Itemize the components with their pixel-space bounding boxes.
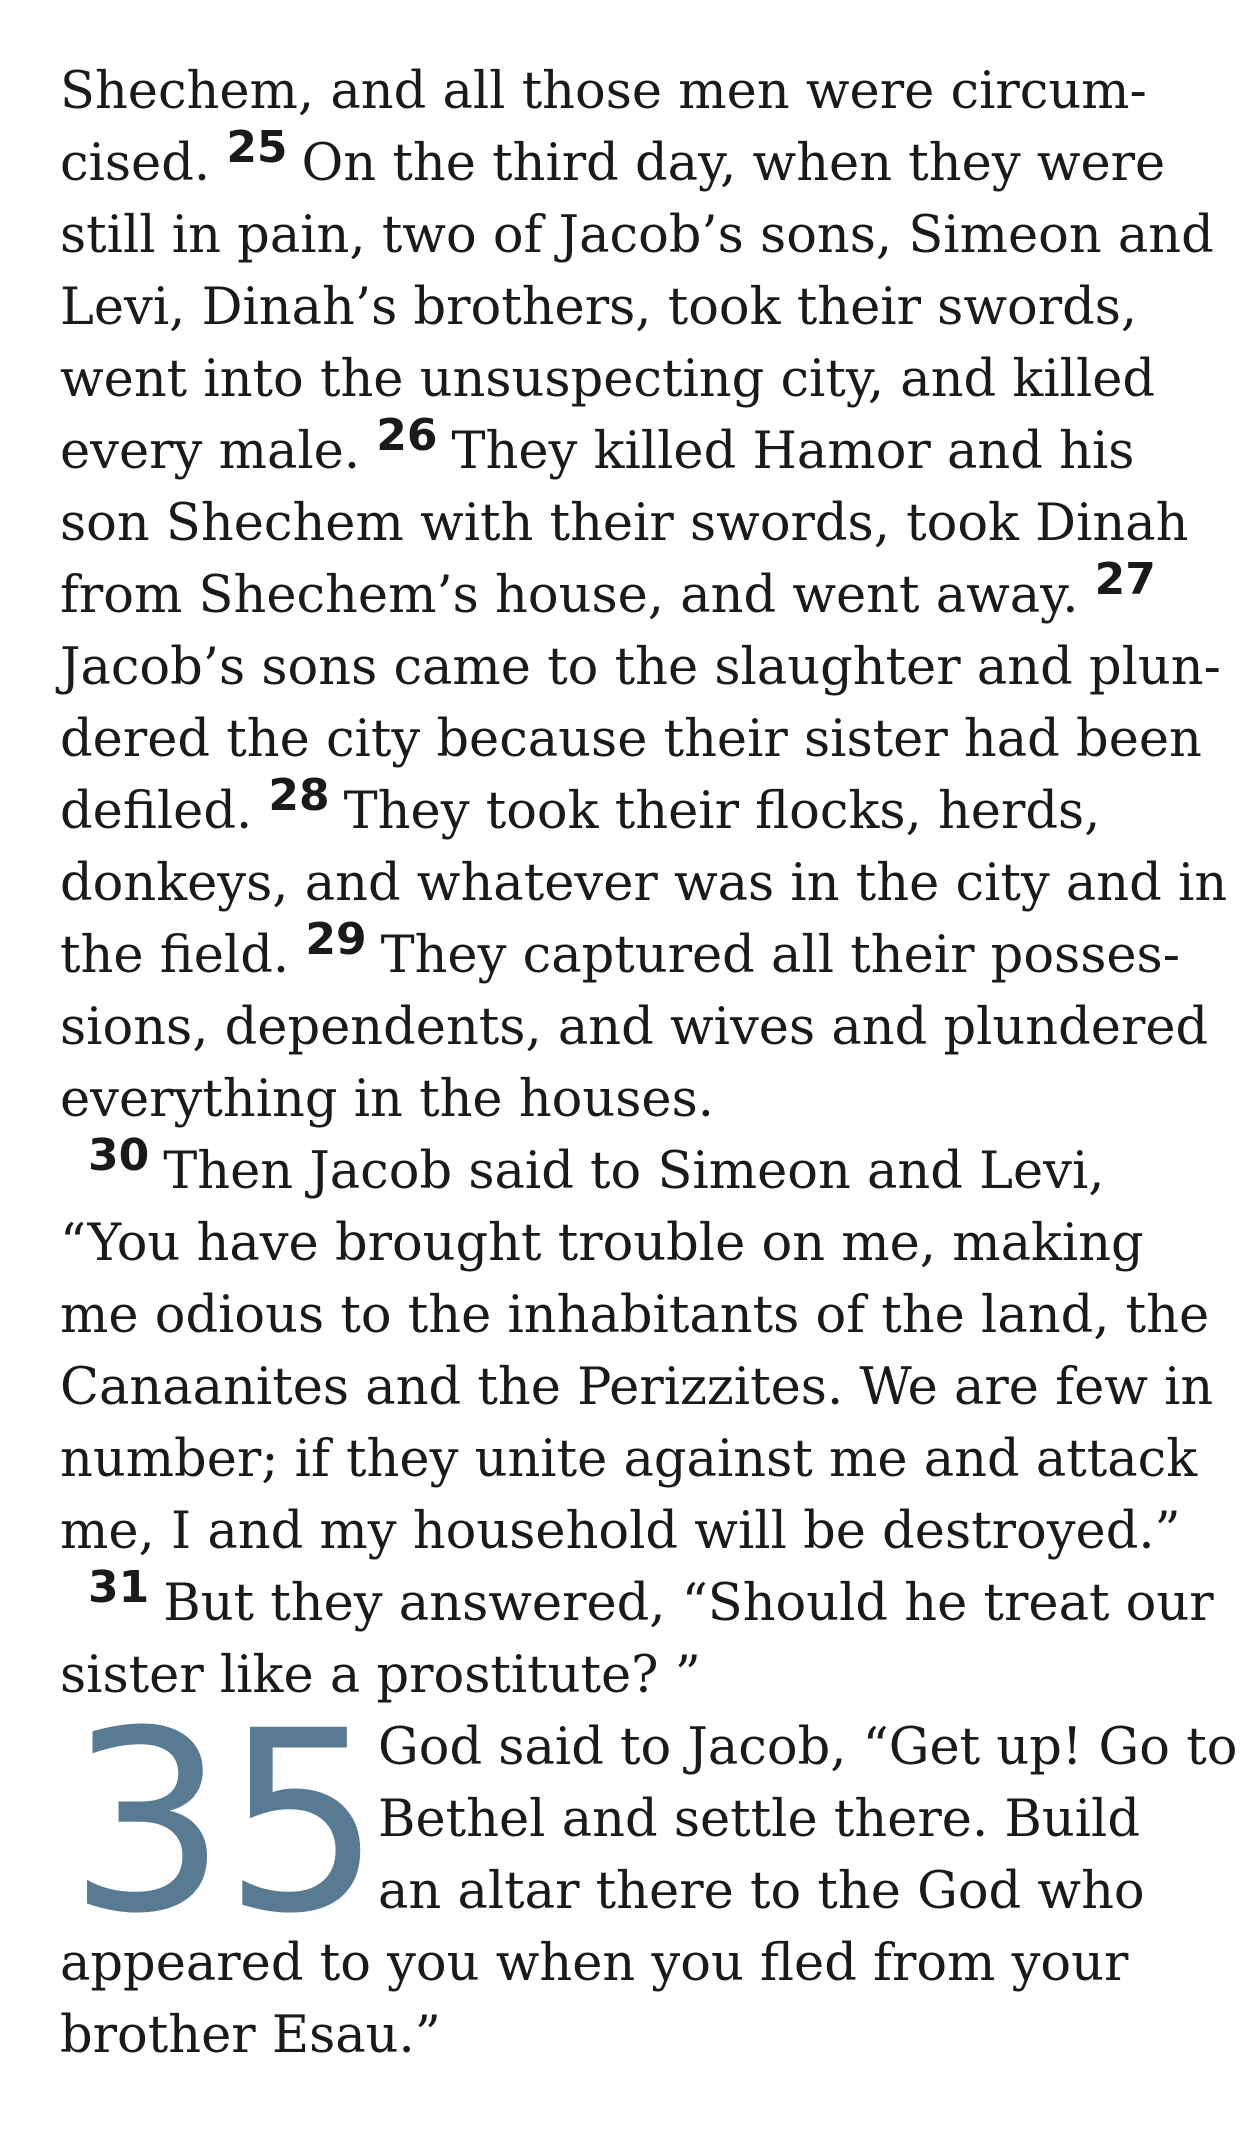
line-text: Canaanites and the Perizzites. We are few in — [60, 1358, 1214, 1417]
line-text: still in pain, two of Jacob’s sons, Simeon and — [60, 206, 1214, 265]
verse-number: 25 — [226, 122, 288, 173]
verse-number: 27 — [1094, 554, 1156, 605]
line-text: an altar there to the God who — [378, 1862, 1145, 1921]
text-line — [378, 1856, 1237, 1928]
line-text: number; if they unite against me and attack — [60, 1430, 1198, 1489]
line-text: dered the city because their sister had been — [60, 710, 1202, 769]
text-line — [378, 1712, 1237, 1784]
text-line — [60, 632, 1221, 704]
text-line — [60, 992, 1209, 1064]
line-text: cised. — [60, 134, 211, 193]
text-line — [60, 554, 1200, 632]
line-text: everything in the houses. — [60, 1070, 714, 1129]
verse-number: 29 — [305, 914, 367, 965]
verse-number: 26 — [376, 410, 438, 461]
line-text: On the third day, when they were — [301, 134, 1166, 193]
line-text: went into the unsuspecting city, and killed — [60, 350, 1156, 409]
line-text: the field. — [60, 926, 290, 985]
line-text: from Shechem’s house, and went away. — [60, 566, 1079, 625]
line-text: me odious to the inhabitants of the land, the — [60, 1286, 1210, 1345]
line-text: defiled. — [60, 782, 253, 841]
text-line — [60, 410, 1200, 488]
line-text: But they answered, “Should he treat our — [163, 1574, 1214, 1633]
line-text: They captured all their posses- — [380, 926, 1180, 985]
line-text: Shechem, and all those men were circum- — [60, 62, 1147, 121]
text-line — [60, 1496, 1200, 1568]
text-line — [60, 770, 1200, 848]
scripture-text — [60, 56, 1238, 2072]
line-text: Bethel and settle there. Build — [378, 1790, 1140, 1849]
line-text: God said to Jacob, “Get up! Go to — [378, 1718, 1238, 1777]
text-line — [378, 1784, 1237, 1856]
text-line — [60, 488, 1200, 560]
text-line — [60, 1064, 1200, 1136]
line-text: sions, dependents, and wives and plundered — [60, 998, 1209, 1057]
text-line — [60, 1280, 1210, 1352]
text-line — [60, 1352, 1214, 1424]
line-text: son Shechem with their swords, took Dinah — [60, 494, 1189, 553]
verse-number: 30 — [88, 1130, 150, 1181]
text-line — [60, 1424, 1200, 1496]
text-line — [60, 914, 1200, 992]
text-line — [60, 200, 1214, 272]
text-line — [60, 2000, 1200, 2072]
text-line — [60, 272, 1200, 344]
text-line — [60, 848, 1228, 920]
verse-number: 31 — [88, 1562, 150, 1613]
text-line — [60, 1208, 1200, 1280]
text-line — [60, 704, 1200, 776]
line-text: me, I and my household will be destroyed.” — [60, 1502, 1181, 1561]
text-line — [60, 1562, 1214, 1640]
text-line — [60, 122, 1200, 200]
line-text: sister like a prostitute? ” — [60, 1646, 701, 1705]
text-line — [60, 344, 1200, 416]
line-text: every male. — [60, 422, 361, 481]
chapter-number: 35 — [68, 1677, 379, 1968]
chapter-intro-text — [378, 1712, 1237, 1928]
line-text: appeared to you when you fled from your — [60, 1934, 1129, 1993]
line-text: They took their flocks, herds, — [343, 782, 1101, 841]
line-text: donkeys, and whatever was in the city and in — [60, 854, 1228, 913]
text-line — [60, 1130, 1200, 1208]
text-line — [60, 56, 1200, 128]
line-text: Then Jacob said to Simeon and Levi, — [163, 1142, 1105, 1201]
line-text: Jacob’s sons came to the slaughter and plun- — [60, 638, 1221, 697]
line-text: Levi, Dinah’s brothers, took their swords, — [60, 278, 1138, 337]
line-text: “You have brought trouble on me, making — [60, 1214, 1144, 1273]
line-text: They killed Hamor and his — [451, 422, 1135, 481]
line-text: brother Esau.” — [60, 2006, 441, 2065]
verse-number: 28 — [268, 770, 330, 821]
